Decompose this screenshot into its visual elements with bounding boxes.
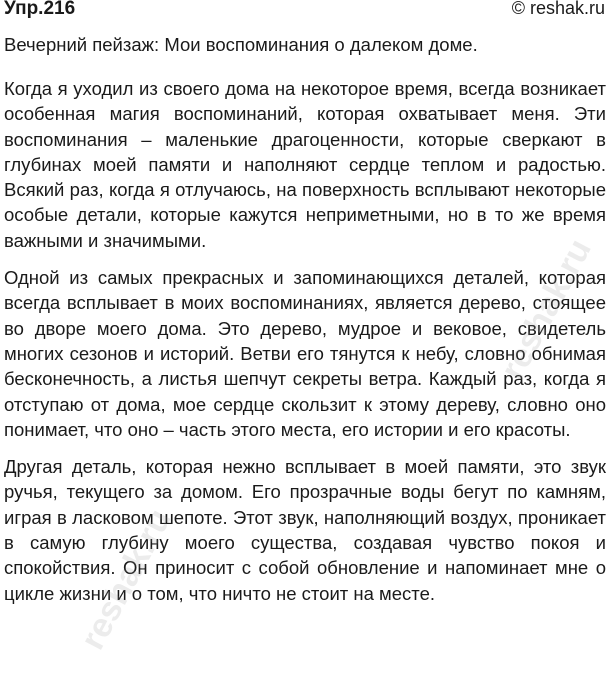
essay-body [4,76,606,618]
watermark-secondary: reshak.ru [73,502,179,656]
exercise-number: Упр.216 [4,0,76,19]
source-credit: © reshak.ru [511,0,605,18]
paragraph-2: Одной из самых прекрасных и запоминающихся деталей, которая всегда всплывает в моих воспоминаниях, является дерево, стоящее во дворе моего дома. Это дерево, мудрое и вековое, свидетель многих сезонов и историй. Ветви его тянутся к небу, словно обнимая бесконечность, а листья шепчут секреты ветра. Каждый раз, когда я отступаю от дома, мое сердце скользит к этому дереву, словно оно понимает, что оно – часть этого места, его истории и его красоты. [4,267,606,440]
paragraph-3: Другая деталь, которая нежно всплывает в моей памяти, это звук ручья, текущего за домом. Его прозрачные воды бегут по камням, играя в ласковом шепоте. Этот звук, наполняющий воздух, проникает в самую глубину моего существа, создавая чувство покоя и спокойствия. Он приносит с собой обновление и напоминает мне о цикле жизни и о том, что ничто не стоит на месте. [4,456,606,604]
watermark: reshak.ru [493,232,599,386]
essay-title: Вечерний пейзаж: Мои воспоминания о далеком доме. [4,34,478,55]
page-header [4,0,605,28]
paragraph-1: Когда я уходил из своего дома на некоторое время, всегда возникает особенная магия воспоминаний, которая охватывает меня. Эти воспоминания – маленькие драгоценности, которые сверкают в глубинах моей памяти и наполняют сердце теплом и радостью. Всякий раз, когда я отлучаюсь, на поверхность всплывают некоторые особые детали, которые кажутся неприметными, но в то же время важными и значимыми. [4,78,606,251]
